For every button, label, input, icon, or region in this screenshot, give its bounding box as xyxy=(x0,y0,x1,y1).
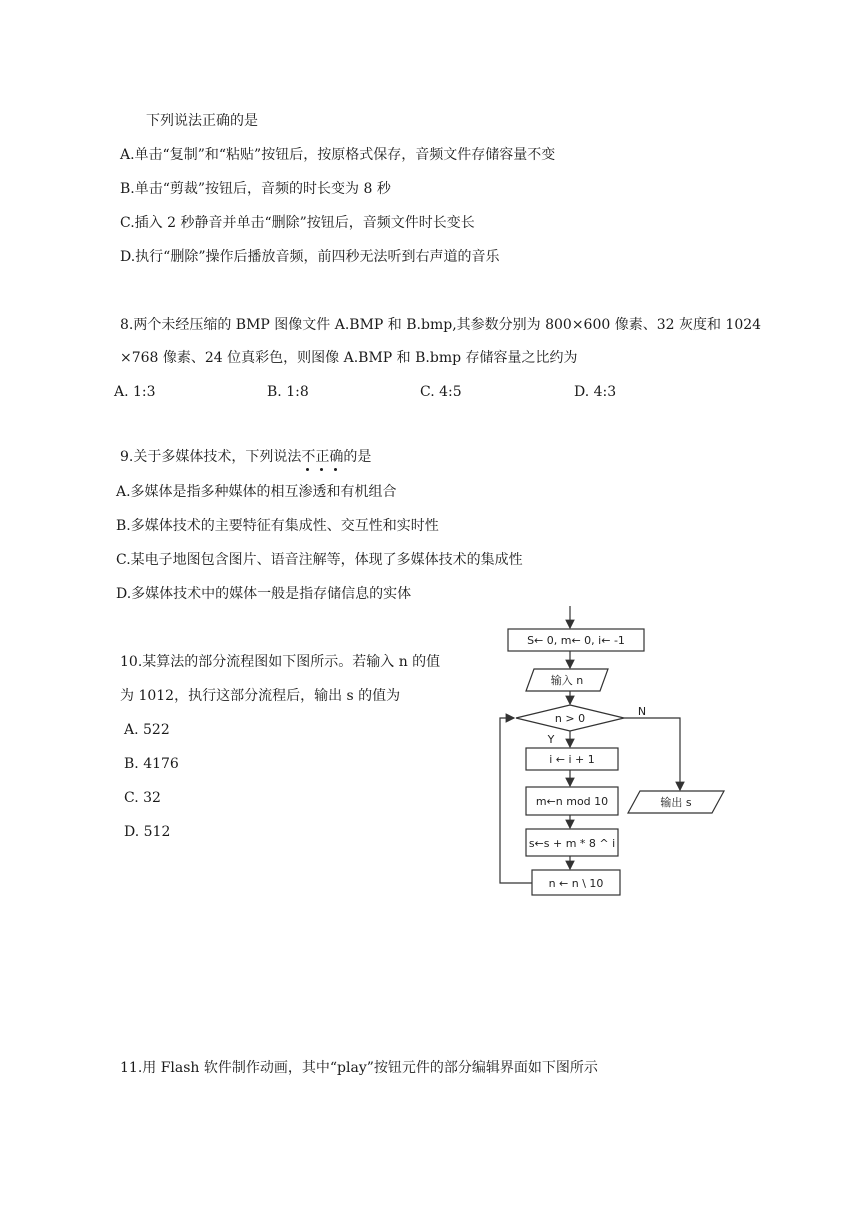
q8-option-b: B. 1:8 xyxy=(267,384,309,400)
q9-option-b: B.多媒体技术的主要特征有集成性、交互性和实时性 xyxy=(116,518,439,534)
flow-no-arrow xyxy=(624,718,680,790)
q8-option-c: C. 4:5 xyxy=(420,384,462,400)
flowchart xyxy=(490,602,740,902)
q9-stem xyxy=(120,448,371,466)
q10-option-c: C. 32 xyxy=(124,790,161,806)
q8-stem-line2: ×768 像素、24 位真彩色，则图像 A.BMP 和 B.bmp 存储容量之比约为 xyxy=(120,350,578,366)
q7-option-c: C.插入 2 秒静音并单击“删除”按钮后，音频文件时长变长 xyxy=(120,215,475,231)
q10-stem-line2: 为 1012，执行这部分流程后，输出 s 的值为 xyxy=(120,688,401,704)
q7-option-d: D.执行“删除”操作后播放音频，前四秒无法听到右声道的音乐 xyxy=(120,249,500,265)
q11-stem: 11.用 Flash 软件制作动画，其中“play”按钮元件的部分编辑界面如下图所示 xyxy=(120,1060,598,1076)
q10-option-b: B. 4176 xyxy=(124,756,179,772)
flow-input-text: 输入 n xyxy=(550,674,584,687)
flow-no-label: N xyxy=(637,705,647,718)
q9-option-a: A.多媒体是指多种媒体的相互渗透和有机组合 xyxy=(116,484,397,500)
q9-stem-post: 的是 xyxy=(343,449,372,465)
q7-option-a: A.单击“复制”和“粘贴”按钮后，按原格式保存，音频文件存储容量不变 xyxy=(120,147,556,163)
q9-stem-emphasis: 不正确 xyxy=(301,449,343,465)
q8-options xyxy=(0,383,860,401)
q7-option-b: B.单击“剪裁”按钮后，音频的时长变为 8 秒 xyxy=(120,181,391,197)
q8-option-d: D. 4:3 xyxy=(574,384,617,400)
flow-yes-label: Y xyxy=(547,733,555,746)
q9-option-c: C.某电子地图包含图片、语音注解等，体现了多媒体技术的集成性 xyxy=(116,552,523,568)
flow-step1-text: i ← i + 1 xyxy=(549,753,595,766)
flow-init-text: S← 0, m← 0, i← -1 xyxy=(527,634,625,647)
q10-option-a: A. 522 xyxy=(124,722,170,738)
q10-stem-line1: 10.某算法的部分流程图如下图所示。若输入 n 的值 xyxy=(120,654,441,670)
flow-step3-text: s←s + m * 8 ^ i xyxy=(528,837,616,850)
q10-option-d: D. 512 xyxy=(124,824,171,840)
flow-output-text: 输出 s xyxy=(660,796,692,809)
flow-cond-text: n > 0 xyxy=(554,712,586,725)
q7-intro: 下列说法正确的是 xyxy=(146,113,258,129)
q8-stem-line1: 8.两个未经压缩的 BMP 图像文件 A.BMP 和 B.bmp,其参数分别为 800×600 像素、32 灰度和 1024 xyxy=(120,317,762,333)
q9-option-d: D.多媒体技术中的媒体一般是指存储信息的实体 xyxy=(116,586,412,602)
flow-step2-text: m←n mod 10 xyxy=(535,795,609,808)
flow-step4-text: n ← n \ 10 xyxy=(548,877,604,890)
q8-option-a: A. 1:3 xyxy=(114,384,156,400)
q9-stem-pre: 9.关于多媒体技术，下列说法 xyxy=(120,449,302,465)
